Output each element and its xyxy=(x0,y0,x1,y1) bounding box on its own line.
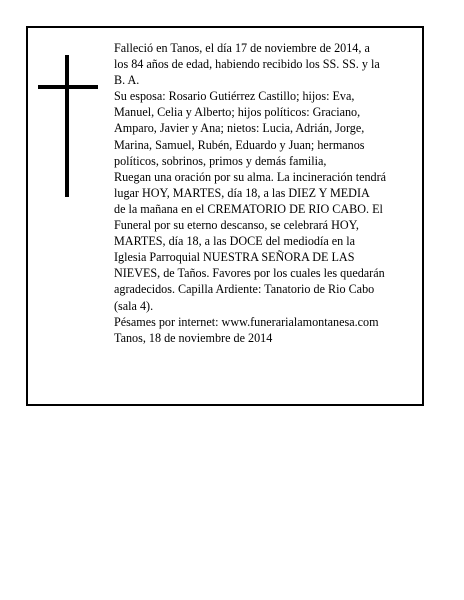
ceremony-line: Iglesia Parroquial NUESTRA SEÑORA DE LAS xyxy=(114,250,355,265)
ceremony-line: Ruegan una oración por su alma. La incineración tendrá xyxy=(114,169,387,184)
latin-cross-icon xyxy=(38,55,98,197)
ceremony-line: NIEVES, de Taños. Favores por los cuales les quedarán xyxy=(114,266,385,281)
family-line: Amparo, Javier y Ana; nietos: Lucia, Adrián, Jorge, xyxy=(114,121,365,136)
ceremony-line: Funeral por su eterno descanso, se celebrará HOY, xyxy=(114,218,359,233)
date-place-line: Tanos, 18 de noviembre de 2014 xyxy=(114,330,273,345)
ceremony-line: agradecidos. Capilla Ardiente: Tanatorio de Rio Cabo xyxy=(114,282,375,297)
family-line: Marina, Samuel, Rubén, Eduardo y Juan; hermanos xyxy=(114,137,365,152)
obituary-line: B. A. xyxy=(114,73,140,88)
cross-vertical-bar xyxy=(65,55,69,197)
obituary-text xyxy=(114,40,422,346)
family-line: Manuel, Celia y Alberto; hijos políticos: Graciano, xyxy=(114,105,361,120)
obituary-line: Falleció en Tanos, el día 17 de noviembre de 2014, a xyxy=(114,41,370,55)
ceremony-line: de la mañana en el CREMATORIO DE RIO CABO. El xyxy=(114,201,383,216)
ceremony-line: (sala 4). xyxy=(114,298,154,313)
family-line: políticos, sobrinos, primos y demás familia, xyxy=(114,153,327,168)
condolences-line: Pésames por internet: www.funerarialamontanesa.com xyxy=(114,314,379,329)
cross-horizontal-bar xyxy=(38,85,98,89)
ceremony-line: MARTES, día 18, a las DOCE del mediodía en la xyxy=(114,234,356,249)
ceremony-line: lugar HOY, MARTES, día 18, a las DIEZ Y MEDIA xyxy=(114,185,370,200)
obituary-line: los 84 años de edad, habiendo recibido los SS. SS. y la xyxy=(114,57,380,72)
family-line: Su esposa: Rosario Gutiérrez Castillo; hijos: Eva, xyxy=(114,89,355,104)
